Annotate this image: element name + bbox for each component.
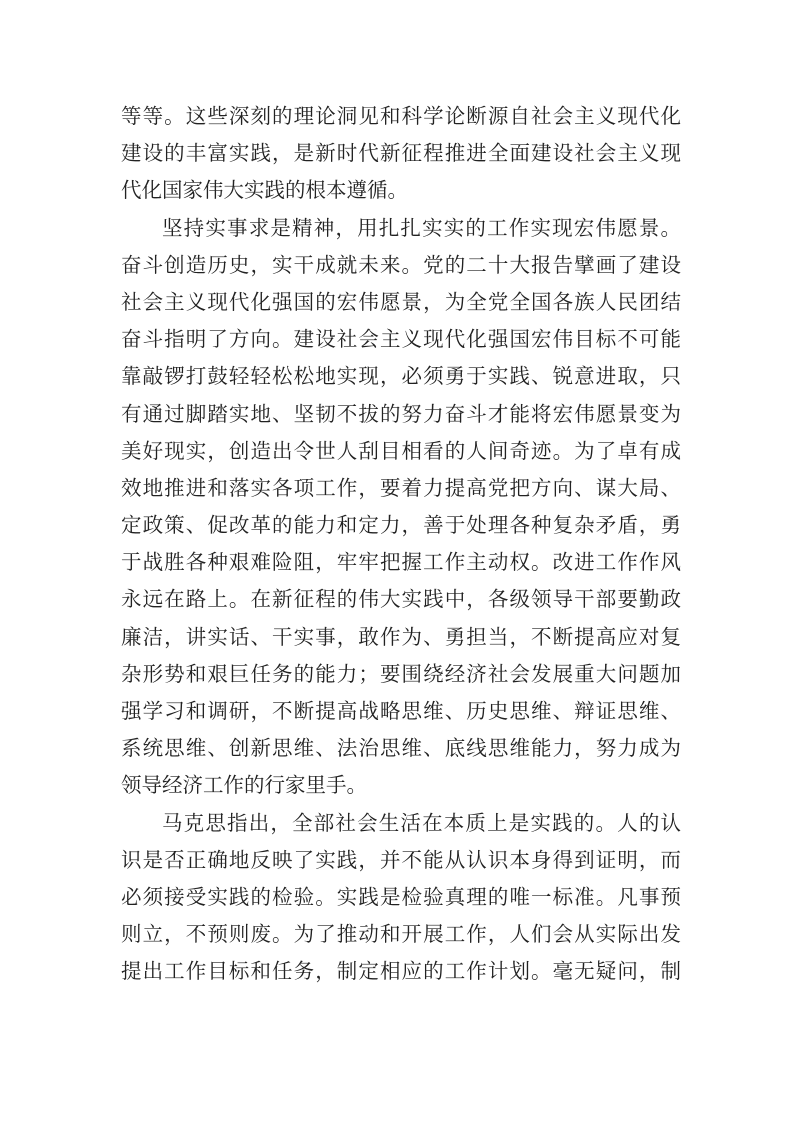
text-line: 坚持实事求是精神，用扎扎实实的工作实现宏伟愿景。 [162, 215, 681, 240]
text-line: 提出工作目标和任务，制定相应的工作计划。毫无疑问，制 [121, 959, 681, 984]
paragraph-3 [121, 805, 681, 991]
text-line: 社会主义现代化强国的宏伟愿景，为全党全国各族人民团结 [121, 289, 681, 314]
text-line: 杂形势和艰巨任务的能力；要围绕经济社会发展重大问题加 [121, 661, 681, 686]
text-line: 识是否正确地反映了实践，并不能从认识本身得到证明，而 [121, 847, 681, 872]
text-line: 靠敲锣打鼓轻轻松松地实现，必须勇于实践、锐意进取，只 [121, 364, 681, 389]
text-line: 于战胜各种艰难险阻，牢牢把握工作主动权。改进工作作风 [121, 550, 681, 575]
text-line: 强学习和调研，不断提高战略思维、历史思维、辩证思维、 [121, 699, 681, 723]
text-line: 建设的丰富实践，是新时代新征程推进全面建设社会主义现 [121, 141, 681, 166]
text-line: 等等。这些深刻的理论洞见和科学论断源自社会主义现代化 [121, 104, 681, 128]
text-line: 奋斗创造历史，实干成就未来。党的二十大报告擘画了建设 [121, 252, 681, 277]
text-line: 效地推进和落实各项工作，要着力提高党把方向、谋大局、 [121, 475, 681, 500]
text-line: 奋斗指明了方向。建设社会主义现代化强国宏伟目标不可能 [121, 327, 681, 352]
text-line: 必须接受实践的检验。实践是检验真理的唯一标准。凡事预 [121, 884, 681, 909]
text-line: 马克思指出，全部社会生活在本质上是实践的。人的认 [162, 810, 681, 835]
text-line: 代化国家伟大实践的根本遵循。 [121, 178, 408, 203]
text-line: 永远在路上。在新征程的伟大实践中，各级领导干部要勤政 [121, 587, 681, 612]
text-line: 廉洁，讲实话、干实事，敢作为、勇担当，不断提高应对复 [121, 624, 681, 649]
text-line: 有通过脚踏实地、坚韧不拔的努力奋斗才能将宏伟愿景变为 [121, 401, 681, 426]
document-body [121, 98, 681, 991]
text-line: 领导经济工作的行家里手。 [121, 773, 367, 798]
text-line: 美好现实，创造出令世人刮目相看的人间奇迹。为了卓有成 [121, 438, 681, 463]
paragraph-2 [121, 210, 681, 805]
text-line: 系统思维、创新思维、法治思维、底线思维能力，努力成为 [121, 736, 681, 761]
text-line: 则立，不预则废。为了推动和开展工作，人们会从实际出发 [121, 922, 681, 947]
paragraph-1 [121, 98, 681, 210]
text-line: 定政策、促改革的能力和定力，善于处理各种复杂矛盾，勇 [121, 513, 681, 538]
